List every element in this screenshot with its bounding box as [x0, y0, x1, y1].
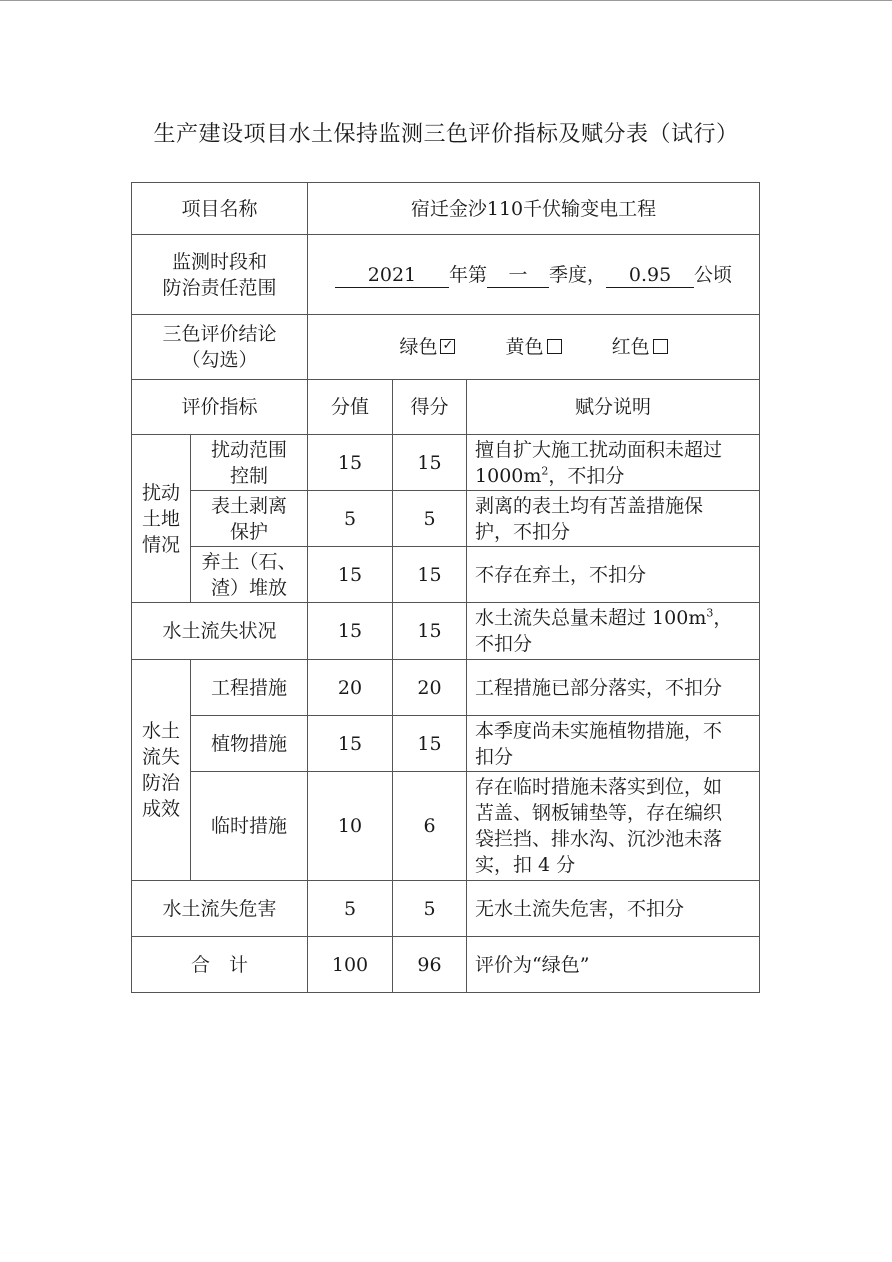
table-row — [132, 881, 760, 937]
indicator-name: 表土剥离 保护 — [191, 491, 308, 547]
year-field: 2021 — [335, 263, 449, 288]
unchecked-box-icon[interactable] — [653, 339, 668, 354]
score-value: 10 — [308, 772, 393, 881]
score-explain: 擅自扩大施工扰动面积未超过 $1000m^2$，不扣分 — [467, 435, 760, 491]
score-value: 5 — [308, 881, 393, 937]
score-got: 15 — [393, 716, 467, 772]
evaluation-table — [131, 182, 760, 993]
table-row — [132, 772, 760, 881]
total-label: 合 计 — [132, 937, 308, 993]
score-explain: 无水土流失危害，不扣分 — [467, 881, 760, 937]
page-title: 生产建设项目水土保持监测三色评价指标及赋分表（试行） — [153, 122, 739, 147]
project-name-label: 项目名称 — [132, 183, 308, 235]
table-row — [132, 547, 760, 603]
total-explain: 评价为“绿色” — [467, 937, 760, 993]
period-value — [308, 235, 760, 315]
indicator-name: 植物措施 — [191, 716, 308, 772]
score-explain: 剥离的表土均有苫盖措施保 护，不扣分 — [467, 491, 760, 547]
score-value: 15 — [308, 603, 393, 660]
score-got: 20 — [393, 660, 467, 716]
header-explain: 赋分说明 — [467, 380, 760, 435]
score-got: 5 — [393, 881, 467, 937]
conclusion-label: 三色评价结论 （勾选） — [132, 315, 308, 380]
score-value: 15 — [308, 716, 393, 772]
table-row — [132, 716, 760, 772]
table-row — [132, 491, 760, 547]
score-explain: 本季度尚未实施植物措施，不 扣分 — [467, 716, 760, 772]
header-score-value: 分值 — [308, 380, 393, 435]
total-value: 100 — [308, 937, 393, 993]
period-row — [132, 235, 760, 315]
indicator-name: 水土流失状况 — [132, 603, 308, 660]
option-red: 红色 — [612, 334, 668, 360]
score-explain: 工程措施已部分落实，不扣分 — [467, 660, 760, 716]
score-explain: 不存在弃土，不扣分 — [467, 547, 760, 603]
table-row — [132, 435, 760, 491]
quarter-suffix: 季度， — [549, 263, 607, 286]
indicator-name: 工程措施 — [191, 660, 308, 716]
score-explain: 水土流失总量未超过 $100m^3$， 不扣分 — [467, 603, 760, 660]
unchecked-box-icon[interactable] — [547, 339, 562, 354]
indicator-name: 弃土（石、 渣）堆放 — [191, 547, 308, 603]
score-explain: 存在临时措施未落实到位，如 苫盖、钢板铺垫等，存在编织 袋拦挡、排水沟、沉沙池未落 实，扣 4 分 — [467, 772, 760, 881]
total-score: 96 — [393, 937, 467, 993]
indicator-name: 水土流失危害 — [132, 881, 308, 937]
score-value: 20 — [308, 660, 393, 716]
indicator-name: 扰动范围 控制 — [191, 435, 308, 491]
score-got: 15 — [393, 547, 467, 603]
score-got: 15 — [393, 603, 467, 660]
score-value: 15 — [308, 435, 393, 491]
header-score-got: 得分 — [393, 380, 467, 435]
conclusion-row — [132, 315, 760, 380]
area-unit: 公顷 — [694, 263, 733, 286]
conclusion-options — [308, 315, 760, 380]
project-name-value: 宿迁金沙110千伏输变电工程 — [308, 183, 760, 235]
period-label: 监测时段和 防治责任范围 — [132, 235, 308, 315]
score-value: 5 — [308, 491, 393, 547]
table-row — [132, 660, 760, 716]
option-green: 绿色✓ — [399, 334, 455, 360]
score-got: 6 — [393, 772, 467, 881]
score-got: 5 — [393, 491, 467, 547]
table-row — [132, 603, 760, 660]
total-row — [132, 937, 760, 993]
score-value: 15 — [308, 547, 393, 603]
quarter-field: 一 — [487, 263, 549, 288]
group-disturbance: 扰动 土地 情况 — [132, 435, 191, 603]
option-yellow: 黄色 — [506, 334, 562, 360]
area-field: 0.95 — [606, 263, 694, 288]
project-row — [132, 183, 760, 235]
checked-box-icon[interactable] — [440, 339, 455, 354]
group-measures: 水土 流失 防治 成效 — [132, 660, 191, 881]
header-row — [132, 380, 760, 435]
indicator-name: 临时措施 — [191, 772, 308, 881]
score-got: 15 — [393, 435, 467, 491]
year-suffix: 年第 — [448, 263, 487, 286]
page-top-border — [0, 0, 892, 1]
header-indicator: 评价指标 — [132, 380, 308, 435]
